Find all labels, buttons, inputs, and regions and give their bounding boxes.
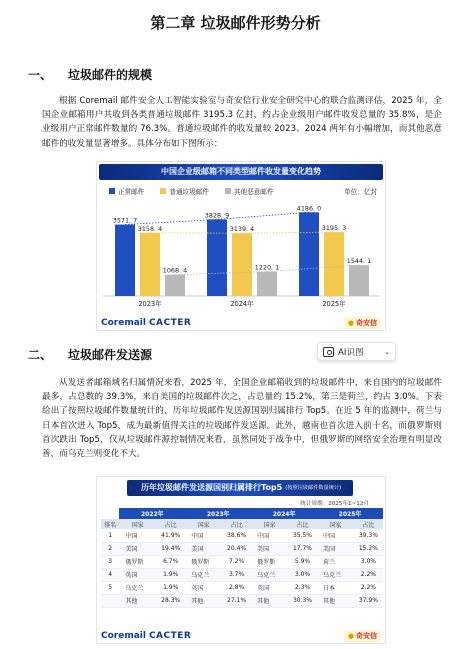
chart-footer xyxy=(97,315,385,330)
chapter-title: 第二章 垃圾邮件形势分析 xyxy=(150,14,321,32)
country-cell: 俄罗斯 xyxy=(251,555,288,568)
country-column-header: 国家 xyxy=(251,519,288,529)
qianxin-icon: ● xyxy=(347,631,354,640)
country-cell: 乌克兰 xyxy=(185,568,222,581)
share-cell: 1.9% xyxy=(156,568,185,581)
bar xyxy=(299,212,319,296)
share-cell: 3.0% xyxy=(354,555,383,568)
section-title: 垃圾邮件的规模 xyxy=(68,68,153,82)
rank-column-header: 排名 xyxy=(101,519,119,529)
table-row xyxy=(101,555,383,568)
image-scan-icon xyxy=(323,347,334,357)
bar-value-label: 3139. 4 xyxy=(229,225,255,234)
share-cell: 3.0% xyxy=(288,568,317,581)
country-cell: 美国 xyxy=(251,542,288,555)
country-cell: 美国 xyxy=(185,542,222,555)
ai-chip-label: AI识图 xyxy=(338,347,364,358)
table-title: 历年垃圾邮件发送源国别归属排行Top5 (按照垃圾邮件数量统计) xyxy=(127,480,353,496)
country-cell: 英国 xyxy=(119,568,156,581)
bar-chart-plot xyxy=(97,192,385,314)
country-cell: 乌克兰 xyxy=(317,568,354,581)
share-cell: 39.3% xyxy=(354,529,383,542)
chart-title: 中国企业级邮箱不同类型邮件收发量变化趋势 xyxy=(99,164,383,180)
rank-cell xyxy=(101,594,119,607)
table-row xyxy=(101,594,383,607)
bar-value-label: 3571. 7 xyxy=(112,216,138,225)
rank-cell: 5 xyxy=(101,581,119,594)
x-tick-label: 2023年 xyxy=(138,300,162,308)
rank-cell: 4 xyxy=(101,568,119,581)
bar xyxy=(165,275,185,296)
share-cell: 1.9% xyxy=(156,581,185,594)
share-cell: 19.4% xyxy=(156,542,185,555)
bar-value-label: 3158. 4 xyxy=(137,224,163,233)
share-cell: 15.2% xyxy=(354,542,383,555)
legend-item-spam: 普通垃圾邮件 xyxy=(160,186,209,196)
year-header: 2025年 xyxy=(317,508,383,519)
share-column-header: 占比 xyxy=(354,519,383,529)
year-header: 2023年 xyxy=(185,508,251,519)
section-title: 垃圾邮件发送源 xyxy=(68,348,153,362)
country-cell: 日本 xyxy=(317,581,354,594)
section-heading-source xyxy=(28,346,152,363)
share-cell: 38.6% xyxy=(222,529,251,542)
country-cell: 中国 xyxy=(317,529,354,542)
share-cell: 7.2% xyxy=(222,555,251,568)
country-cell: 俄罗斯 xyxy=(119,555,156,568)
legend-item-normal: 正常邮件 xyxy=(109,186,144,196)
share-column-header: 占比 xyxy=(156,519,185,529)
bar-value-label: 1220. 1 xyxy=(254,263,280,272)
share-cell: 41.9% xyxy=(156,529,185,542)
share-cell: 28.3% xyxy=(156,594,185,607)
bar xyxy=(140,233,160,296)
bar-value-label: 1068. 4 xyxy=(162,266,188,275)
chevron-down-icon[interactable]: ⌄ xyxy=(384,347,390,356)
country-cell: 荷兰 xyxy=(317,555,354,568)
table-footer xyxy=(97,628,385,643)
legend-item-malicious: 其他恶意邮件 xyxy=(225,186,274,196)
share-cell: 2.8% xyxy=(222,581,251,594)
share-cell: 2.2% xyxy=(354,568,383,581)
country-cell: 乌克兰 xyxy=(251,568,288,581)
country-column-header: 国家 xyxy=(119,519,156,529)
coremail-logo: Coremail CACTER xyxy=(101,630,192,641)
share-cell: 5.9% xyxy=(288,555,317,568)
bar xyxy=(257,272,277,296)
chart-unit: 单位：亿封 xyxy=(344,188,377,196)
share-column-header: 占比 xyxy=(222,519,251,529)
x-tick-label: 2024年 xyxy=(230,300,254,308)
share-column-header: 占比 xyxy=(288,519,317,529)
qianxin-icon: ● xyxy=(347,318,354,327)
section-number: 一、 xyxy=(28,68,53,82)
country-cell: 中国 xyxy=(185,529,222,542)
share-cell: 17.7% xyxy=(288,542,317,555)
table-row xyxy=(101,568,383,581)
table-row xyxy=(101,542,383,555)
country-cell: 中国 xyxy=(119,529,156,542)
share-cell: 30.3% xyxy=(288,594,317,607)
share-cell: 2.3% xyxy=(288,581,317,594)
share-cell: 37.9% xyxy=(354,594,383,607)
share-cell: 27.1% xyxy=(222,594,251,607)
rank-cell: 3 xyxy=(101,555,119,568)
country-cell: 美国 xyxy=(317,542,354,555)
source-paragraph: 从发送者邮箱域名归属情况来看，2025 年，全国企业邮箱收到的垃圾邮件中，来自国内的垃圾邮件最多，占总数的 39.3%，来自美国的垃圾邮件次之，占总量约 15.2%，第三是荷兰，约占 3.0%。下表给出了按照垃圾邮件数量统计的，历年垃圾邮件发送源国别归属排行 Top5。在近 5 年的监测中，荷兰与日本首次进入 Top5，成为最新值得关注的垃圾邮件发送源。此外，越南也首次进入前十名，而俄罗斯则首次跌出 Top5，仅从垃圾邮件源控制情况来看，虽然同处于战争中，但俄罗斯的网络安全治理有明显改善，而乌克兰则变化不大。 xyxy=(42,378,442,460)
country-cell: 其他 xyxy=(119,594,156,607)
country-column-header: 国家 xyxy=(317,519,354,529)
qianxin-logo: ● 奇安信 xyxy=(344,630,381,642)
share-cell: 6.7% xyxy=(156,555,185,568)
ai-image-recognition-button[interactable] xyxy=(317,342,396,361)
country-cell: 俄罗斯 xyxy=(185,555,222,568)
bar xyxy=(349,265,369,296)
bar-value-label: 3828. 9 xyxy=(204,211,230,220)
spam-source-ranking-table xyxy=(96,476,386,644)
x-tick-label: 2025年 xyxy=(322,300,346,308)
country-cell: 英国 xyxy=(185,581,222,594)
rank-cell: 1 xyxy=(101,529,119,542)
scale-paragraph: 根据 Coremail 邮件安全人工智能实验室与奇安信行业安全研究中心的联合监测评估，2025 年，全国企业邮箱用户共收到各类普通垃圾邮件 3195.3 亿封，约占企业级用户邮件收发总量的 35.8%，是企业级用户正常邮件数量的 76.3%。普通垃圾邮件的收发量较 2023、2024 两年有小幅增加，而其他恶意邮件的收发量显著增多。具体分布如下图所示： xyxy=(42,96,442,149)
mail-volume-chart xyxy=(96,161,386,331)
bar-value-label: 1544. 1 xyxy=(346,257,372,266)
bar xyxy=(324,232,344,296)
country-column-header: 国家 xyxy=(185,519,222,529)
country-cell: 中国 xyxy=(251,529,288,542)
country-cell: 其他 xyxy=(251,594,288,607)
section-heading-scale xyxy=(28,66,152,83)
qianxin-logo: ● 奇安信 xyxy=(344,317,381,329)
country-cell: 美国 xyxy=(119,542,156,555)
rank-cell: 2 xyxy=(101,542,119,555)
year-header: 2024年 xyxy=(251,508,317,519)
bar-value-label: 4186. 0 xyxy=(296,204,322,213)
table-row xyxy=(101,581,383,594)
bar xyxy=(207,219,227,296)
share-cell: 20.4% xyxy=(222,542,251,555)
table-row xyxy=(101,529,383,542)
year-header: 2022年 xyxy=(119,508,185,519)
bar xyxy=(115,225,135,296)
table-period-note: 统计周期：2025年1~12月 xyxy=(300,501,369,507)
coremail-logo: Coremail CACTER xyxy=(101,317,192,328)
country-cell: 其他 xyxy=(317,594,354,607)
country-cell: 乌克兰 xyxy=(119,581,156,594)
ranking-table xyxy=(101,508,383,608)
table-corner xyxy=(101,508,119,519)
country-cell: 其他 xyxy=(185,594,222,607)
share-cell: 2.2% xyxy=(354,581,383,594)
bar xyxy=(232,233,252,296)
share-cell: 3.7% xyxy=(222,568,251,581)
share-cell: 35.5% xyxy=(288,529,317,542)
bar-value-label: 3195. 3 xyxy=(321,224,347,233)
country-cell: 英国 xyxy=(251,581,288,594)
section-number: 二、 xyxy=(28,348,53,362)
